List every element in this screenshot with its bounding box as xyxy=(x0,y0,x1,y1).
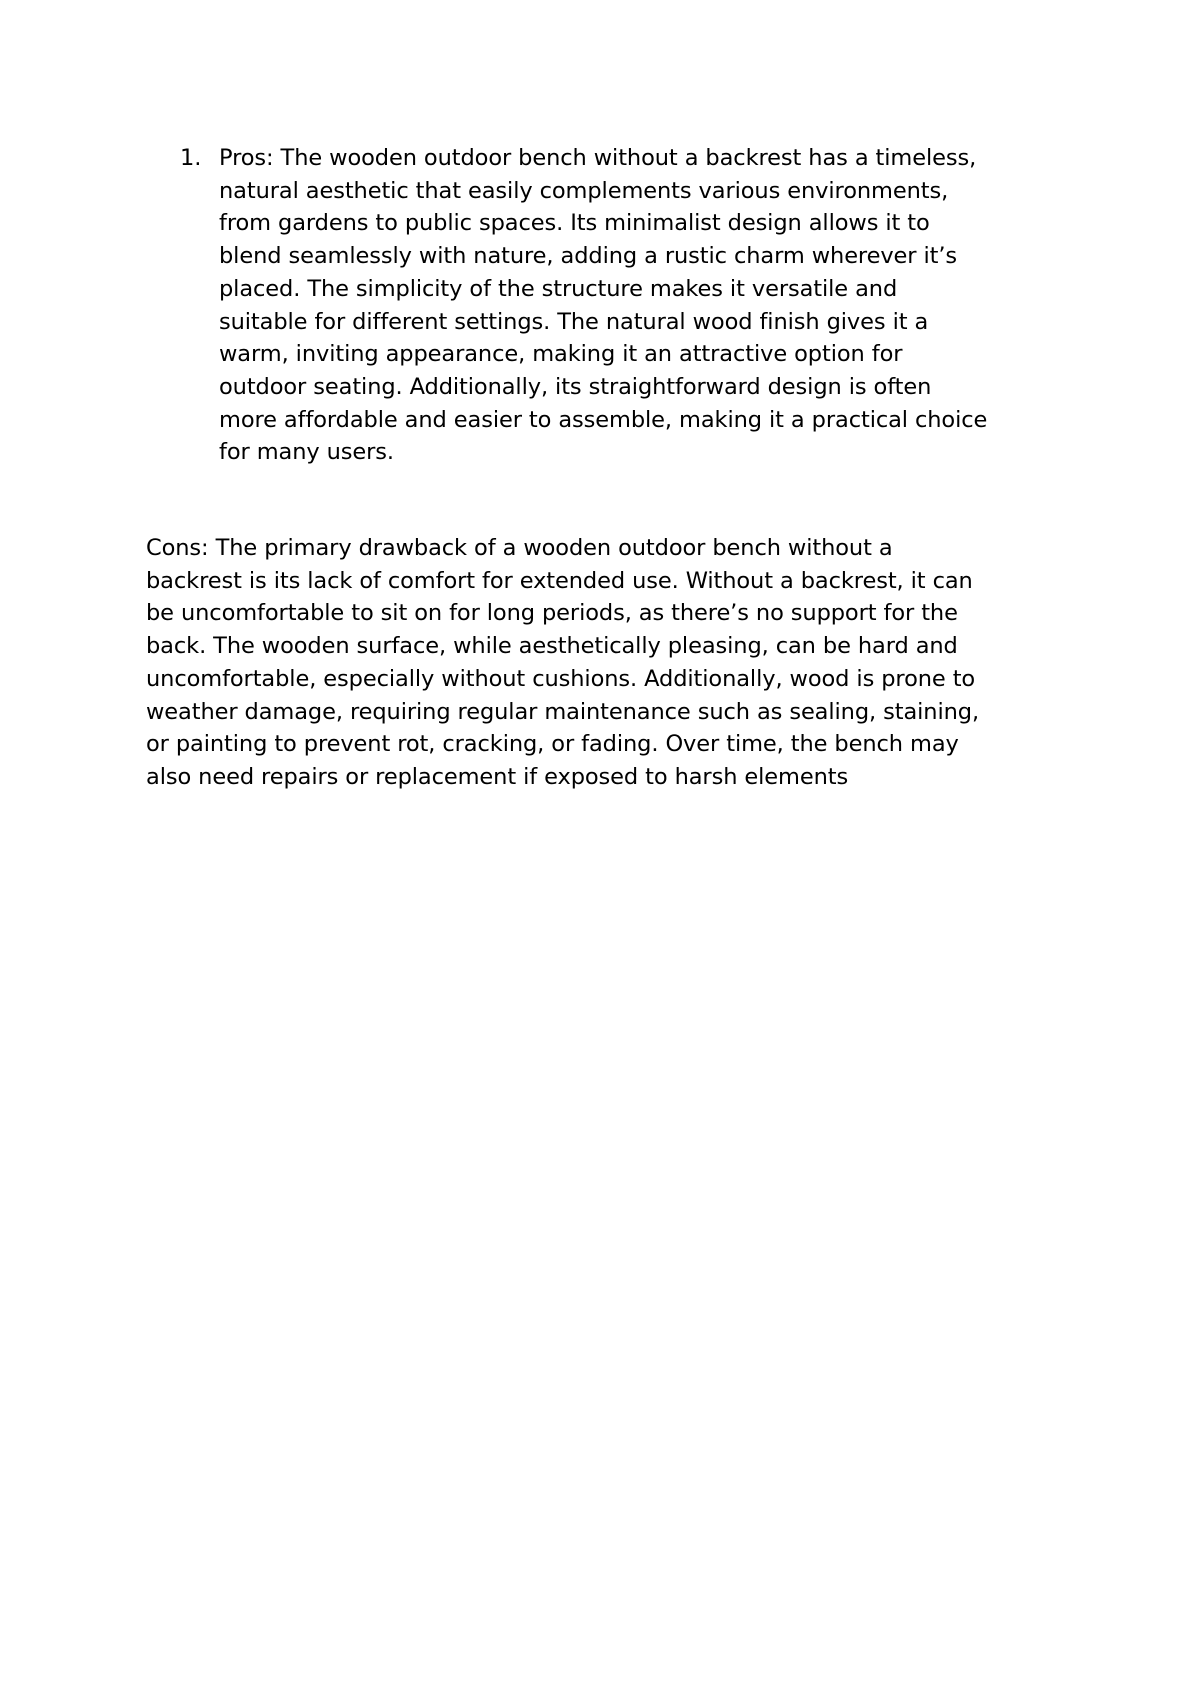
pros-paragraph: Pros: The wooden outdoor bench without a backrest has a timeless, natural aesthetic that easily complements various environments, from gardens to public spaces. Its minimalist design allows it to blend seamlessly with nature, adding a rustic charm wherever it’s placed. The simplicity of the structure makes it versatile and suitable for different settings. The natural wood finish gives it a warm, inviting appearance, making it an attractive option for outdoor seating. Additionally, its straightforward design is often more affordable and easier to assemble, making it a practical choice for many users. xyxy=(219,145,988,466)
cons-paragraph: Cons: The primary drawback of a wooden outdoor bench without a backrest is its lack of comfort for extended use. Without a backrest, it can be uncomfortable to sit on for long periods, as there’s no support for the back. The wooden surface, while aesthetically pleasing, can be hard and uncomfortable, especially without cushions. Additionally, wood is prone to weather damage, requiring regular maintenance such as sealing, staining, or painting to prevent rot, cracking, or fading. Over time, the bench may also need repairs or replacement if exposed to harsh elements xyxy=(146,535,980,790)
list-number: 1. xyxy=(180,145,202,171)
